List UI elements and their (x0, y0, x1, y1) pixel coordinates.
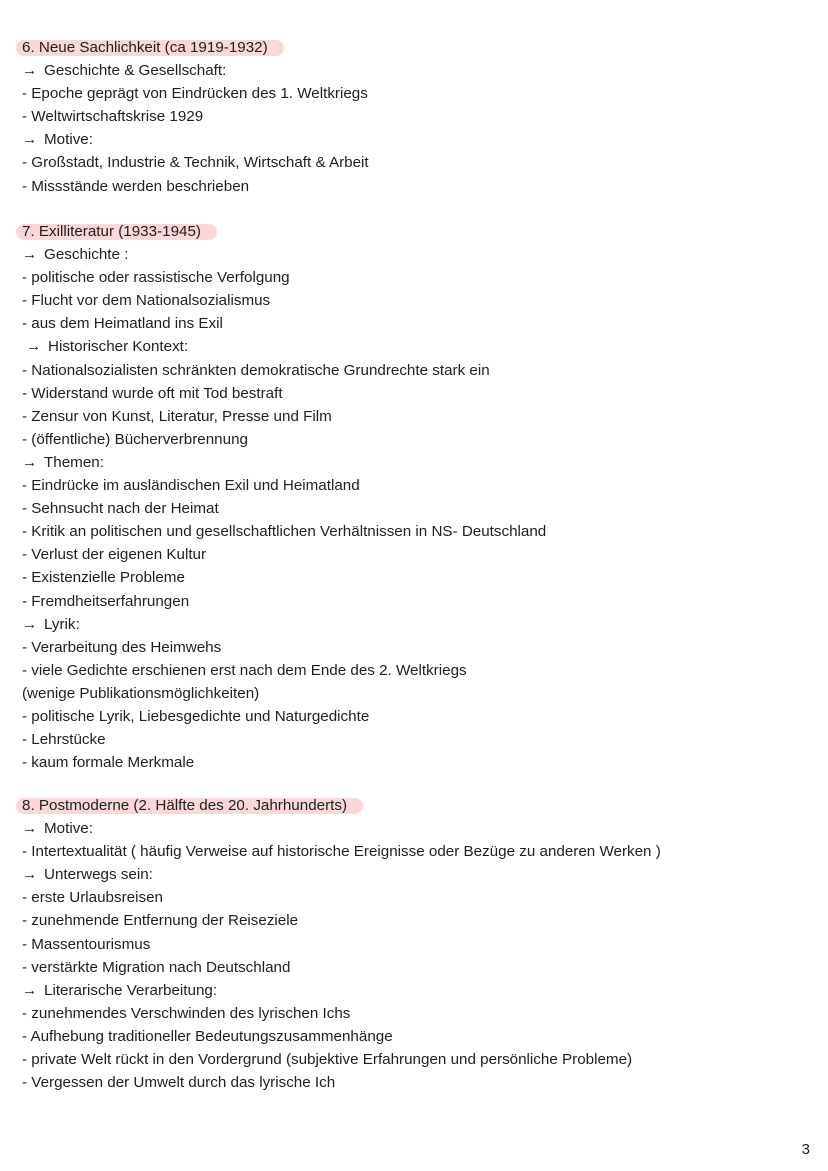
list-item: - Kritik an politischen und gesellschaftlichen Verhältnissen in NS- Deutschland (22, 523, 547, 541)
list-item: - Sehnsucht nach der Heimat (22, 500, 219, 518)
section-neue-sachlichkeit (22, 36, 812, 198)
page-number: 3 (801, 1141, 810, 1158)
subheading-line (22, 451, 812, 474)
subheading-line (22, 979, 812, 1002)
arrow-right-icon: → (22, 615, 38, 633)
list-item: - Missstände werden beschrieben (22, 177, 250, 195)
list-item: (wenige Publikationsmöglichkeiten) (22, 684, 260, 702)
section-postmoderne (22, 794, 812, 1094)
list-item: - Flucht vor dem Nationalsozialismus (22, 292, 271, 310)
arrow-right-icon: → (22, 820, 38, 838)
list-item: - verstärkte Migration nach Deutschland (22, 958, 291, 976)
section-heading: 7. Exilliteratur (1933-1945) (22, 220, 211, 243)
subheading-line (22, 863, 812, 886)
list-item: - Zensur von Kunst, Literatur, Presse und Film (22, 407, 332, 425)
subheading-line (22, 128, 812, 151)
subheading-text: Historischer Kontext: (48, 338, 189, 356)
list-item: - Massentourismus (22, 935, 151, 953)
list-item: - Fremdheitserfahrungen (22, 592, 190, 610)
subheading-line (22, 59, 812, 82)
arrow-right-icon: → (22, 246, 38, 264)
list-item: - Intertextualität ( häufig Verweise auf historische Ereignisse oder Bezüge zu anderen Werken ) (22, 843, 661, 861)
list-item: - Weltwirtschaftskrise 1929 (22, 108, 204, 126)
list-item: - viele Gedichte erschienen erst nach dem Ende des 2. Weltkriegs (22, 661, 467, 679)
arrow-right-icon: → (22, 131, 38, 149)
subheading-line (22, 335, 812, 358)
list-item: - Verlust der eigenen Kultur (22, 546, 207, 564)
list-item: - Existenzielle Probleme (22, 569, 185, 587)
subheading-text: Motive: (44, 820, 93, 838)
list-item: - Epoche geprägt von Eindrücken des 1. Weltkriegs (22, 85, 368, 103)
list-item: - politische oder rassistische Verfolgung (22, 269, 290, 287)
list-item: - politische Lyrik, Liebesgedichte und Naturgedichte (22, 707, 370, 725)
list-item: - Lehrstücke (22, 731, 106, 749)
list-item: - private Welt rückt in den Vordergrund (subjektive Erfahrungen und persönliche Probleme) (22, 1051, 633, 1069)
section-exilliteratur (22, 220, 812, 774)
subheading-line (22, 817, 812, 840)
list-item: - Vergessen der Umwelt durch das lyrische Ich (22, 1074, 336, 1092)
list-item: - Widerstand wurde oft mit Tod bestraft (22, 384, 283, 402)
subheading-text: Unterwegs sein: (44, 866, 153, 884)
list-item: - zunehmendes Verschwinden des lyrischen Ichs (22, 1004, 351, 1022)
arrow-right-icon: → (22, 62, 38, 80)
list-item: - Verarbeitung des Heimwehs (22, 638, 222, 656)
list-item: - Nationalsozialisten schränkten demokratische Grundrechte stark ein (22, 361, 490, 379)
list-item: - (öffentliche) Bücherverbrennung (22, 430, 248, 448)
section-heading-line (22, 794, 812, 817)
section-heading-line (22, 220, 812, 243)
list-item: - erste Urlaubsreisen (22, 889, 163, 907)
subheading-text: Geschichte : (44, 246, 129, 264)
section-heading: 8. Postmoderne (2. Hälfte des 20. Jahrhunderts) (22, 794, 357, 817)
subheading-text: Lyrik: (44, 615, 80, 633)
arrow-right-icon: → (22, 866, 38, 884)
list-item: - aus dem Heimatland ins Exil (22, 315, 223, 333)
list-item: - zunehmende Entfernung der Reiseziele (22, 912, 299, 930)
subheading-text: Motive: (44, 131, 93, 149)
subheading-text: Themen: (44, 453, 104, 471)
subheading-text: Literarische Verarbeitung: (44, 981, 218, 999)
arrow-right-icon: → (22, 453, 38, 471)
list-item: - Eindrücke im ausländischen Exil und Heimatland (22, 477, 360, 495)
list-item: - Aufhebung traditioneller Bedeutungszusammenhänge (22, 1027, 393, 1045)
section-heading: 6. Neue Sachlichkeit (ca 1919-1932) (22, 36, 278, 59)
subheading-line (22, 243, 812, 266)
list-item: - Großstadt, Industrie & Technik, Wirtschaft & Arbeit (22, 154, 369, 172)
list-item: - kaum formale Merkmale (22, 754, 195, 772)
subheading-line (22, 613, 812, 636)
arrow-right-icon: → (26, 338, 42, 356)
arrow-right-icon: → (22, 981, 38, 999)
section-heading-line (22, 36, 812, 59)
subheading-text: Geschichte & Gesellschaft: (44, 62, 227, 80)
